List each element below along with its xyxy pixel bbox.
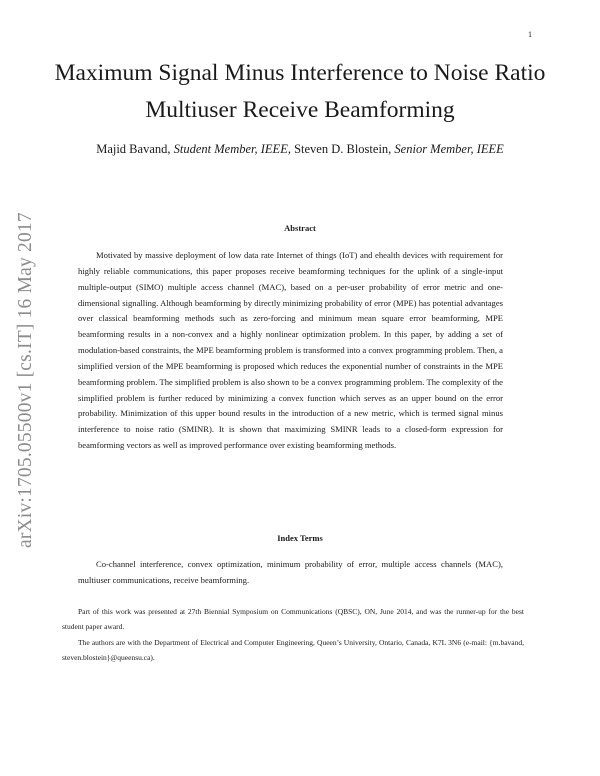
index-terms-heading: Index Terms (277, 533, 323, 543)
author-line (20, 142, 580, 157)
footnote-affiliation: The authors are with the Department of Electrical and Computer Engineering, Queen’s University, Ontario, Canada, K7L 3N6 (e-mail: {m.bavand, steven.blostein}@queensu.ca). (62, 638, 524, 662)
author-2-name: Steven D. Blostein, (294, 142, 392, 156)
paper-title: Maximum Signal Minus Interference to Noise Ratio Multiuser Receive Beamforming (54, 60, 546, 123)
author-1-name: Majid Bavand, (96, 142, 171, 156)
author-1-role: Student Member, IEEE, (173, 142, 291, 156)
index-terms-body: Co-channel interference, convex optimization, minimum probability of error, multiple access channels (MAC), multiuser communications, receive beamforming. (78, 559, 503, 585)
page-number: 1 (528, 30, 532, 39)
author-2-role: Senior Member, IEEE (394, 142, 504, 156)
footnote-presentation: Part of this work was presented at 27th Biennial Symposium on Communications (QBSC), ON, June 2014, and was the runner-up for the best student paper award. (62, 607, 524, 631)
abstract-heading: Abstract (284, 223, 316, 233)
arxiv-watermark: arXiv:1705.05500v1 [cs.IT] 16 May 2017 (15, 212, 36, 548)
abstract-body: Motivated by massive deployment of low data rate Internet of things (IoT) and ehealth devices with requirement for highly reliable communications, this paper proposes receive beamforming techniques for the uplink of a single-input multiple-output (SIMO) multiple access channel (MAC), based on a per-user probability of error metric and one-dimensional signalling. Although beamforming by directly minimizing probability of error (MPE) has potential advantages over classical beamforming methods such as zero-forcing and minimum mean square error beamforming, MPE beamforming results in a non-convex and a highly nonlinear optimization problem. In this paper, by adding a set of modulation-based constraints, the MPE beamforming problem is transformed into a convex programming problem. Then, a simplified version of the MPE beamforming is proposed which reduces the exponential number of constraints in the MPE beamforming problem. The simplified problem is also shown to be a convex programming problem. The complexity of the simplified problem is further reduced by minimizing a convex function which serves as an upper bound on the error probability. Minimization of this upper bound results in the introduction of a new metric, which is termed signal minus interference to noise ratio (SMINR). It is shown that maximizing SMINR leads to a closed-form expression for beamforming vectors as well as improved performance over existing beamforming methods. (78, 250, 503, 451)
